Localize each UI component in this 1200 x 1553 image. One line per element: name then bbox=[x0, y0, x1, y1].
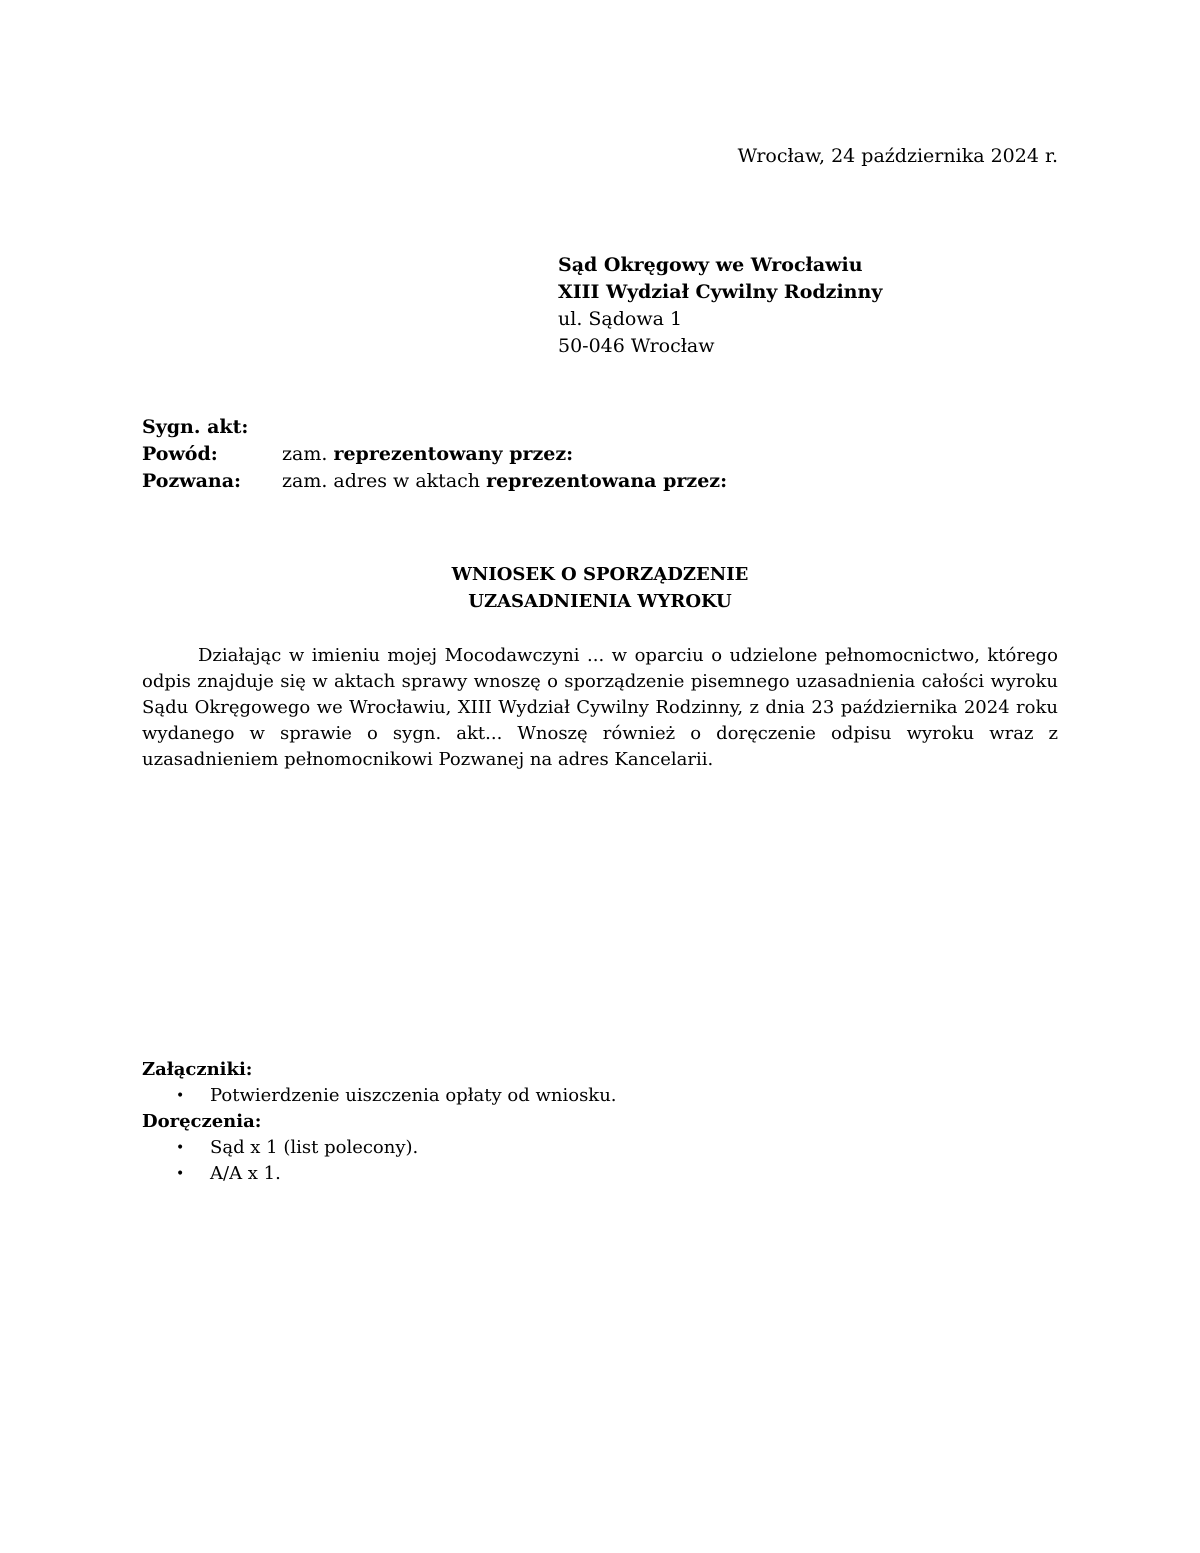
defendant-value-plain: zam. adres w aktach bbox=[282, 470, 487, 492]
case-row-plaintiff bbox=[142, 441, 727, 468]
defendant-label: Pozwana: bbox=[142, 470, 242, 492]
defendant-value-bold: reprezentowana przez: bbox=[486, 470, 728, 492]
attachments-heading: Załączniki: bbox=[142, 1059, 253, 1080]
attachments-list bbox=[142, 1083, 617, 1109]
title-line-2: UZASADNIENIA WYROKU bbox=[468, 591, 732, 612]
deliveries-heading: Doręczenia: bbox=[142, 1111, 262, 1132]
plaintiff-value bbox=[282, 441, 573, 468]
list-item bbox=[142, 1135, 617, 1161]
case-info-block bbox=[142, 414, 727, 495]
title-line-1: WNIOSEK O SPORZĄDZENIE bbox=[451, 564, 749, 585]
case-row-defendant bbox=[142, 468, 727, 495]
court-city: 50-046 Wrocław bbox=[558, 335, 715, 357]
court-name: Sąd Okręgowy we Wrocławiu bbox=[558, 254, 863, 276]
document-title bbox=[142, 561, 1058, 615]
deliveries-list bbox=[142, 1135, 617, 1187]
delivery-item-text: Sąd x 1 (list polecony). bbox=[210, 1137, 419, 1158]
bullet-icon: • bbox=[176, 1088, 185, 1104]
plaintiff-value-plain: zam. bbox=[282, 443, 334, 465]
plaintiff-label: Powód: bbox=[142, 443, 218, 465]
delivery-item-text: A/A x 1. bbox=[210, 1163, 281, 1184]
case-row-sygn bbox=[142, 414, 727, 441]
sygn-label: Sygn. akt: bbox=[142, 416, 249, 438]
court-division: XIII Wydział Cywilny Rodzinny bbox=[558, 281, 883, 303]
addressee-block bbox=[558, 252, 882, 360]
date-line: Wrocław, 24 października 2024 r. bbox=[737, 145, 1058, 167]
court-street: ul. Sądowa 1 bbox=[558, 308, 683, 330]
attachments-section bbox=[142, 1057, 617, 1187]
plaintiff-value-bold: reprezentowany przez: bbox=[333, 443, 574, 465]
bullet-icon: • bbox=[176, 1166, 185, 1182]
defendant-value bbox=[282, 468, 727, 495]
attachment-item-text: Potwierdzenie uiszczenia opłaty od wniosku. bbox=[210, 1085, 617, 1106]
list-item bbox=[142, 1161, 617, 1187]
list-item bbox=[142, 1083, 617, 1109]
body-paragraph: Działając w imieniu mojej Mocodawczyni ... w oparciu o udzielone pełnomocnictwo, którego odpis znajduje się w aktach sprawy wnoszę o sporządzenie pisemnego uzasadnienia całości wyroku Sądu Okręgowego we Wrocławiu, XIII Wydział Cywilny Rodzinny, z dnia 23 października 2024 roku wydanego w sprawie o sygn. akt... Wnoszę również o doręczenie odpisu wyroku wraz z uzasadnieniem pełnomocnikowi Pozwanej na adres Kancelarii. bbox=[142, 645, 1058, 770]
bullet-icon: • bbox=[176, 1140, 185, 1156]
